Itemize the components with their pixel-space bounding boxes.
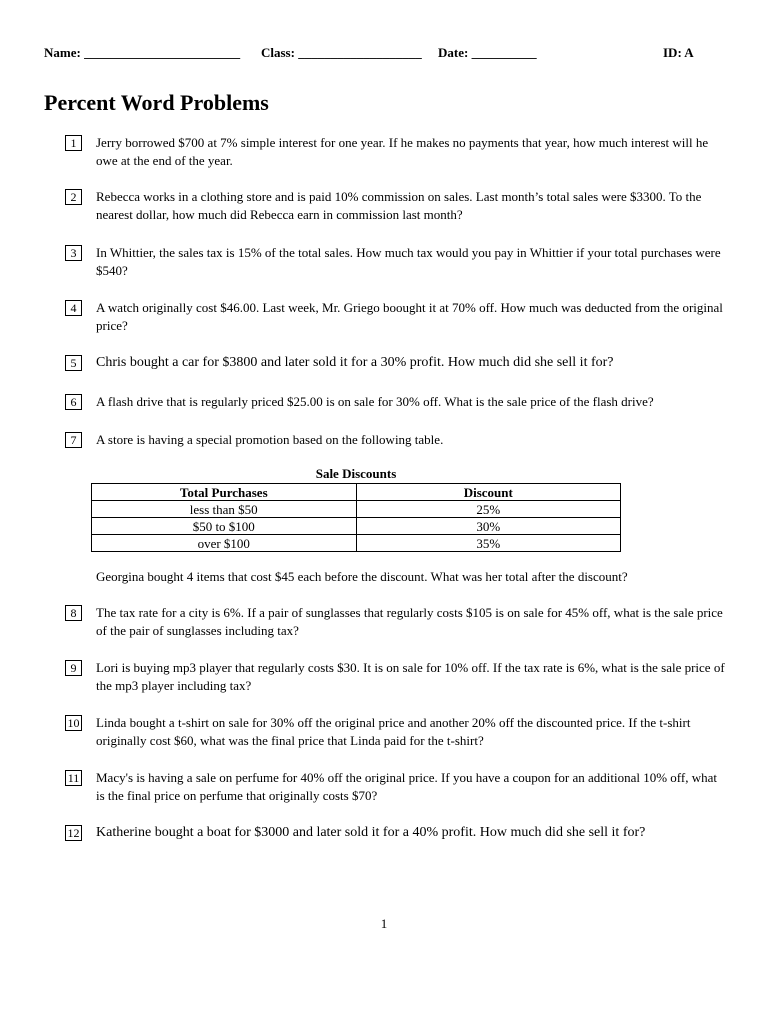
- table-cell: $50 to $100: [92, 518, 357, 535]
- problem-number: 8: [65, 605, 82, 621]
- column-header: Total Purchases: [92, 484, 357, 501]
- problem-text: Rebecca works in a clothing store and is paid 10% commission on sales. Last month’s total sales were $3300. To the nearest dollar, how much did Rebecca earn in commission last month?: [96, 189, 702, 222]
- table-cell: 30%: [356, 518, 621, 535]
- problem-text: Linda bought a t-shirt on sale for 30% off the original price and another 20% off the discounted price. If the t-shirt originally cost $60, what was the final price that Linda paid for the t-shirt?: [96, 715, 691, 748]
- problem-text: Lori is buying mp3 player that regularly costs $30. It is on sale for 10% off. If the tax rate is 6%, what is the sale price of the mp3 player including tax?: [96, 660, 725, 693]
- table-cell: less than $50: [92, 501, 357, 518]
- problem-text: The tax rate for a city is 6%. If a pair of sunglasses that regularly costs $105 is on sale for 45% off, what is the sale price of the pair of sunglasses including tax?: [96, 605, 723, 638]
- table-row: [92, 501, 621, 518]
- problem-7-followup: Georgina bought 4 items that cost $45 each before the discount. What was her total after the discount?: [96, 569, 628, 584]
- date-field-label: Date: __________: [438, 45, 537, 60]
- problem-number: 3: [65, 245, 82, 261]
- page-title: Percent Word Problems: [44, 90, 269, 115]
- page-number: 1: [380, 916, 388, 931]
- problem-text: Chris bought a car for $3800 and later sold it for a 30% profit. How much did she sell it for?: [96, 355, 614, 370]
- problem-text: Katherine bought a boat for $3000 and later sold it for a 40% profit. How much did she sell it for?: [96, 825, 646, 840]
- table-caption: Sale Discounts: [315, 466, 397, 481]
- problem-number: 11: [65, 770, 82, 786]
- problem-text: Macy's is having a sale on perfume for 40% off the original price. If you have a coupon for an additional 10% off, what is the final price on perfume that originally costs $70?: [96, 770, 717, 803]
- problem-number: 12: [65, 825, 82, 841]
- problem-number: 6: [65, 394, 82, 410]
- problem-text: In Whittier, the sales tax is 15% of the total sales. How much tax would you pay in Whittier if your total purchases were $540?: [96, 245, 721, 278]
- problem-number: 9: [65, 660, 82, 676]
- name-field-label: Name: ________________________: [44, 45, 241, 60]
- problem-number: 1: [65, 135, 82, 151]
- worksheet-id: ID: A: [663, 45, 694, 60]
- table-cell: 25%: [356, 501, 621, 518]
- problem-text: Jerry borrowed $700 at 7% simple interest for one year. If he makes no payments that year, how much interest will he owe at the end of the year.: [96, 135, 709, 168]
- class-field-label: Class: ___________________: [261, 45, 422, 60]
- column-header: Discount: [356, 484, 621, 501]
- table-header-row: [92, 484, 621, 501]
- table-cell: over $100: [92, 535, 357, 552]
- problem-text: A flash drive that is regularly priced $25.00 is on sale for 30% off. What is the sale price of the flash drive?: [96, 394, 654, 409]
- problem-text: A watch originally cost $46.00. Last week, Mr. Griego boought it at 70% off. How much was deducted from the original price?: [96, 300, 723, 333]
- problem-number: 2: [65, 189, 82, 205]
- problem-text: A store is having a special promotion based on the following table.: [96, 432, 444, 447]
- table-cell: 35%: [356, 535, 621, 552]
- sale-discounts-table: [91, 483, 621, 552]
- problem-number: 10: [65, 715, 82, 731]
- table-row: [92, 535, 621, 552]
- problem-number: 4: [65, 300, 82, 316]
- problem-number: 7: [65, 432, 82, 448]
- table-row: [92, 518, 621, 535]
- problem-number: 5: [65, 355, 82, 371]
